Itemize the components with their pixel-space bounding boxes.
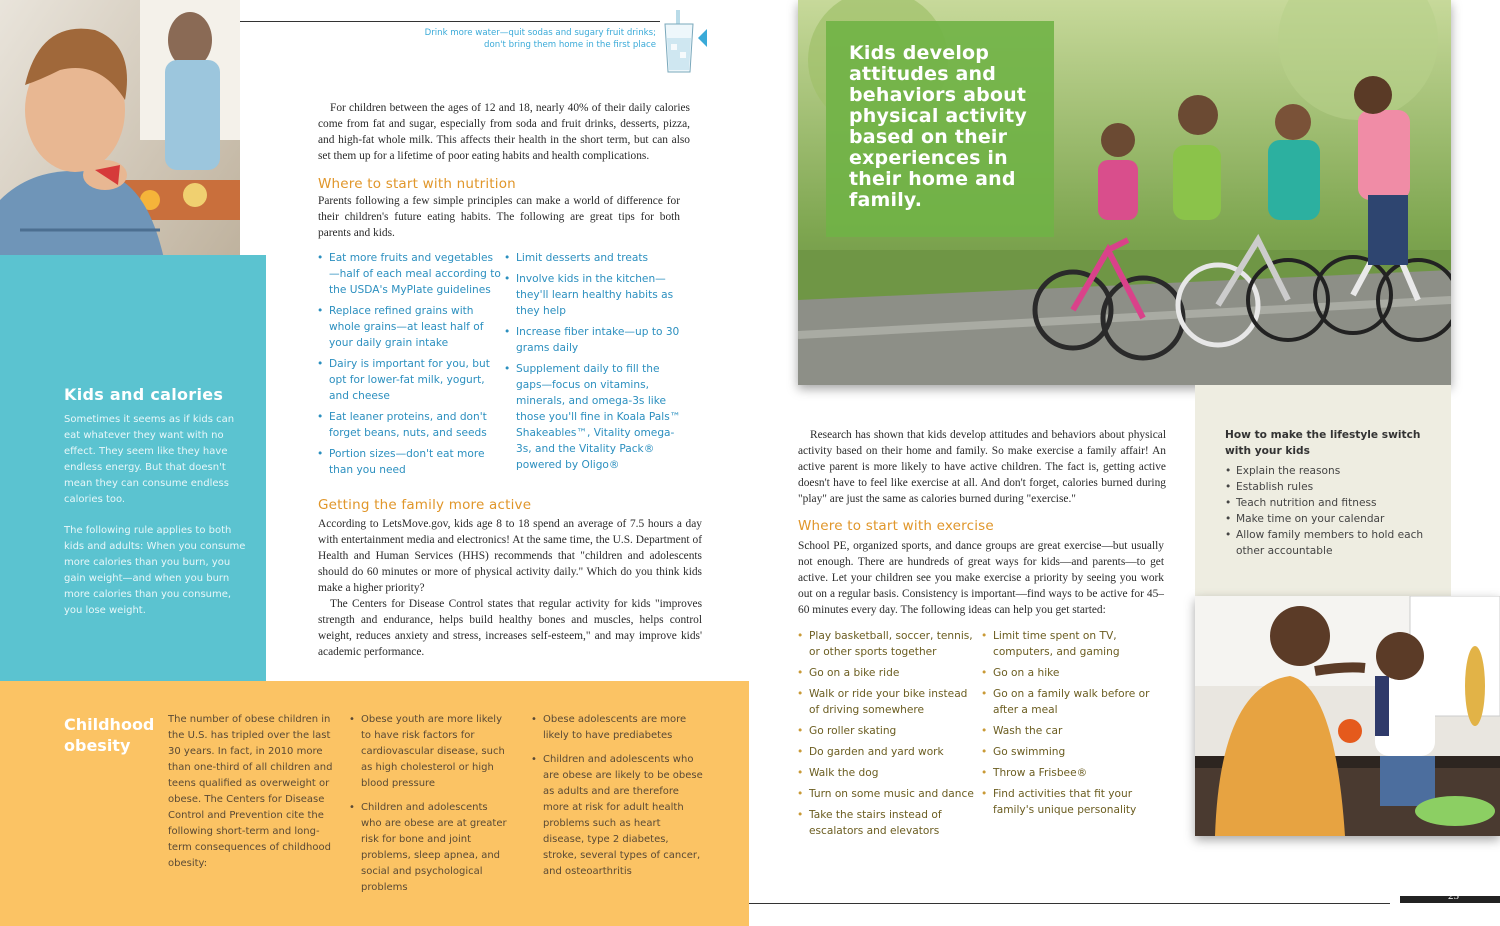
nutrition-tips-left [317,250,502,483]
list-item: • Limit time spent on TV, computers, and gaming [981,628,1153,660]
list-item: • Portion sizes—don't eat more than you need [317,446,502,478]
lifestyle-title: How to make the lifestyle switch with your kids [1225,429,1421,457]
nutrition-paragraph: Parents following a few simple principles can make a world of difference for their children's future eating habits. The following are great tips for both parents and kids. [318,195,680,239]
list-item: • Teach nutrition and fitness [1225,495,1435,511]
list-item: • Allow family members to hold each other accountable [1225,527,1435,559]
obesity-intro: The number of obese children in the U.S. has tripled over the last 30 years. In fact, in 2010 more than one-third of all children and teens qualified as overweight or obese. The Centers for Disease Control and Prevention cite the following short-term and long-term consequences of childhood obesity: [168,714,333,869]
list-item: • Go swimming [981,744,1153,760]
water-tip [405,27,656,51]
list-item: • Children and adolescents who are obese are at greater risk for bone and joint problems, sleep apnea, and social and psychological problems [349,800,511,896]
list-item: • Establish rules [1225,479,1435,495]
list-item: • Go on a family walk before or after a meal [981,686,1153,718]
childhood-obesity-panel [0,681,749,926]
list-item: • Make time on your calendar [1225,511,1435,527]
list-item: • Walk the dog [797,765,977,781]
water-tip-line-1: Drink more water—quit sodas and sugary fruit drinks; [424,28,656,38]
list-item: • Do garden and yard work [797,744,977,760]
list-item: • Supplement daily to fill the gaps—focus on vitamins, minerals, and omega-3s like those you'll fine in Koala Pals™ Shakeables™, Vitality omega-3s, and the Vitality Pack® powered by Oligo® [504,361,684,473]
nutrition-tips-right [504,250,684,478]
frame-bottom-line-right [749,903,1390,904]
list-item: • Replace refined grains with whole grains—at least half of your daily grain intake [317,303,502,351]
exercise-paragraph: School PE, organized sports, and dance groups are great exercise—but usually not enough. There are hundreds of great ways for kids—and parents—to get active. Let your children see you make exercise a priority by seeing you work out on a regular basis. Consistency is important—find ways to be active for 45–60 minutes every day. The following ideas can help you get started: [798,540,1164,616]
page-number-text: 25 [1448,890,1459,902]
list-item: • Find activities that fit your family's unique personality [981,786,1153,818]
list-item: • Turn on some music and dance [797,786,977,802]
water-glass-icon [662,10,696,74]
pull-quote-text: Kids develop attitudes and behaviors about physical activity based on their experiences in their home and family. [849,42,1027,211]
water-tip-line-2: don't bring them home in the first place [484,40,656,50]
list-item: • Throw a Frisbee® [981,765,1153,781]
list-item: • Limit desserts and treats [504,250,684,266]
obesity-title: Childhood obesity [64,715,155,755]
pull-quote [826,21,1054,237]
lifestyle-switch-panel [1195,385,1451,596]
active-heading: Getting the family more active [318,497,532,513]
frame-top-line-left [240,21,660,22]
research-paragraph: Research has shown that kids develop attitudes and behaviors about physical activity based on their home and family. So make exercise a family affair! An active parent is more likely to have active children. The fact is, getting active doesn't have to feel like exercise at all. And don't forget, calories burned during "play" are just the same as calories burned during "exercise." [798,429,1166,505]
list-item: • Involve kids in the kitchen—they'll learn healthy habits as they help [504,271,684,319]
list-item: • Obese adolescents are more likely to have prediabetes [531,712,703,744]
list-item: • Go on a bike ride [797,665,977,681]
active-paragraph-2: The Centers for Disease Control states that regular activity for kids "improves strength and endurance, helps build healthy bones and muscles, helps control weight, reduces anxiety and stress, increases self-esteem," and may improve kids' academic performance. [318,598,702,658]
list-item: • Walk or ride your bike instead of driving somewhere [797,686,977,718]
kids-calories-title: Kids and calories [64,385,224,404]
list-item: • Go roller skating [797,723,977,739]
list-item: • Obese youth are more likely to have risk factors for cardiovascular disease, such as high cholesterol or high blood pressure [349,712,511,792]
page-number [1400,890,1500,903]
tip-pointer-icon [698,29,707,47]
kids-and-calories-panel [0,255,266,682]
father-feeding-son-photo [1195,596,1500,836]
list-item: • Explain the reasons [1225,463,1435,479]
list-item: • Increase fiber intake—up to 30 grams daily [504,324,684,356]
nutrition-heading: Where to start with nutrition [318,176,516,192]
kids-calories-paragraph-2: The following rule applies to both kids and adults: When you consume more calories than you burn, you gain weight—and when you burn more calories than you consume, you lose weight. [64,525,246,616]
exercise-ideas-right [981,628,1153,823]
intro-paragraph: For children between the ages of 12 and 18, nearly 40% of their daily calories come from fat and sugar, especially from soda and fruit drinks, desserts, pizza, and high-fat whole milk. This affects their health in the short term, but can also set them up for a lifetime of poor eating habits and health complications. [318,102,690,162]
list-item: • Go on a hike [981,665,1153,681]
list-item: • Take the stairs instead of escalators and elevators [797,807,977,839]
list-item: • Dairy is important for you, but opt for lower-fat milk, yogurt, and cheese [317,356,502,404]
obesity-consequences-col-1 [349,712,511,904]
exercise-ideas-left [797,628,977,844]
list-item: • Eat more fruits and vegetables—half of each meal according to the USDA's MyPlate guidelines [317,250,502,298]
exercise-heading: Where to start with exercise [798,518,994,534]
list-item: • Eat leaner proteins, and don't forget beans, nuts, and seeds [317,409,502,441]
kids-calories-paragraph-1: Sometimes it seems as if kids can eat whatever they want with no effect. They seem like they have endless energy. But that doesn't mean they can consume endless calories too. [64,414,235,505]
list-item: • Play basketball, soccer, tennis, or other sports together [797,628,977,660]
list-item: • Children and adolescents who are obese are likely to be obese as adults and are therefore more at risk for adult health problems such as heart disease, type 2 diabetes, stroke, several types of cancer, and osteoarthritis [531,752,703,880]
active-paragraph-1: According to LetsMove.gov, kids age 8 to 18 spend an average of 7.5 hours a day with entertainment media and electronics! At the same time, the U.S. Department of Health and Human Services (HHS) recommends that "children and adolescents should do 60 minutes or more of physical activity daily." Which do you think kids make a higher priority? [318,518,702,594]
list-item: • Wash the car [981,723,1153,739]
obesity-consequences-col-2 [531,712,703,888]
lifestyle-list [1225,463,1435,559]
